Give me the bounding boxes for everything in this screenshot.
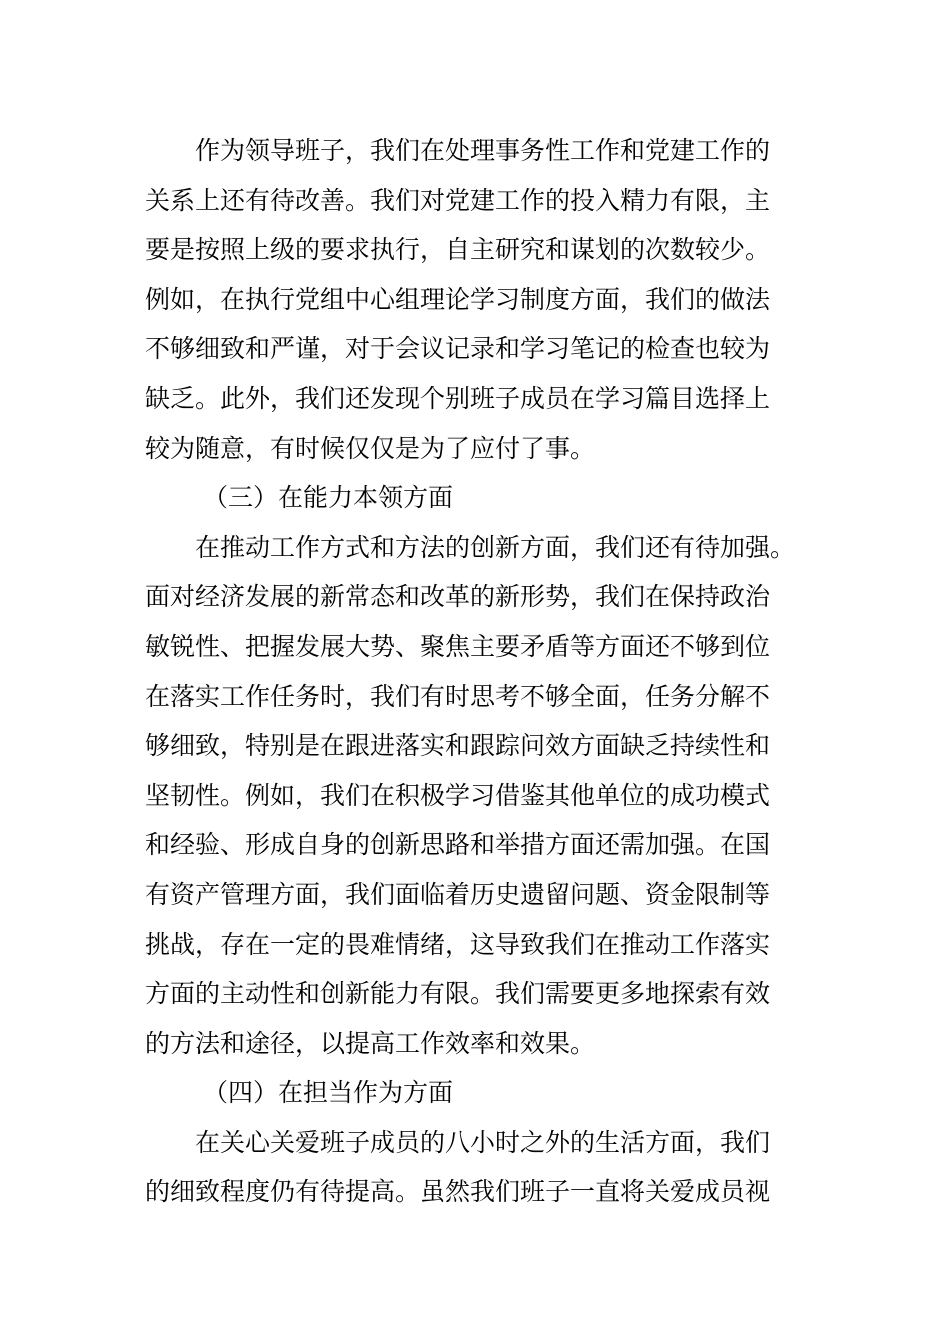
section-heading: （四）在担当作为方面 (203, 1078, 454, 1108)
text-line: 够细致，特别是在跟进落实和跟踪问效方面缺乏持续性和 (145, 731, 771, 761)
text-line: 在落实工作任务时，我们有时思考不够全面，任务分解不 (145, 681, 771, 711)
text-line: 面对经济发展的新常态和改革的新形势，我们在保持政治 (145, 582, 771, 612)
text-line: 的细致程度仍有待提高。虽然我们班子一直将关爱成员视 (145, 1177, 771, 1207)
text-line: 在推动工作方式和方法的创新方面，我们还有待加强。 (195, 532, 796, 562)
text-line: 缺乏。此外，我们还发现个别班子成员在学习篇目选择上 (145, 383, 771, 413)
text-line: 挑战，存在一定的畏难情绪，这导致我们在推动工作落实 (145, 929, 771, 959)
text-line: 关系上还有待改善。我们对党建工作的投入精力有限，主 (145, 185, 771, 215)
text-line: 不够细致和严谨，对于会议记录和学习笔记的检查也较为 (145, 334, 771, 364)
text-line: 较为随意，有时候仅仅是为了应付了事。 (145, 433, 596, 463)
text-line: 敏锐性、把握发展大势、聚焦主要矛盾等方面还不够到位 (145, 631, 771, 661)
section-heading: （三）在能力本领方面 (203, 483, 454, 513)
text-line: 有资产管理方面，我们面临着历史遗留问题、资金限制等 (145, 879, 771, 909)
text-line: 例如，在执行党组中心组理论学习制度方面，我们的做法 (145, 284, 771, 314)
text-line: 和经验、形成自身的创新思路和举措方面还需加强。在国 (145, 830, 771, 860)
text-line: 的方法和途径，以提高工作效率和效果。 (145, 1028, 596, 1058)
text-line: 要是按照上级的要求执行，自主研究和谋划的次数较少。 (145, 235, 771, 265)
document-body (145, 126, 845, 1217)
text-line: 方面的主动性和创新能力有限。我们需要更多地探索有效 (145, 979, 771, 1009)
text-line: 在关心关爱班子成员的八小时之外的生活方面，我们 (195, 1127, 771, 1157)
text-line: 作为领导班子，我们在处理事务性工作和党建工作的 (195, 136, 771, 165)
text-line: 坚韧性。例如，我们在积极学习借鉴其他单位的成功模式 (145, 780, 771, 810)
